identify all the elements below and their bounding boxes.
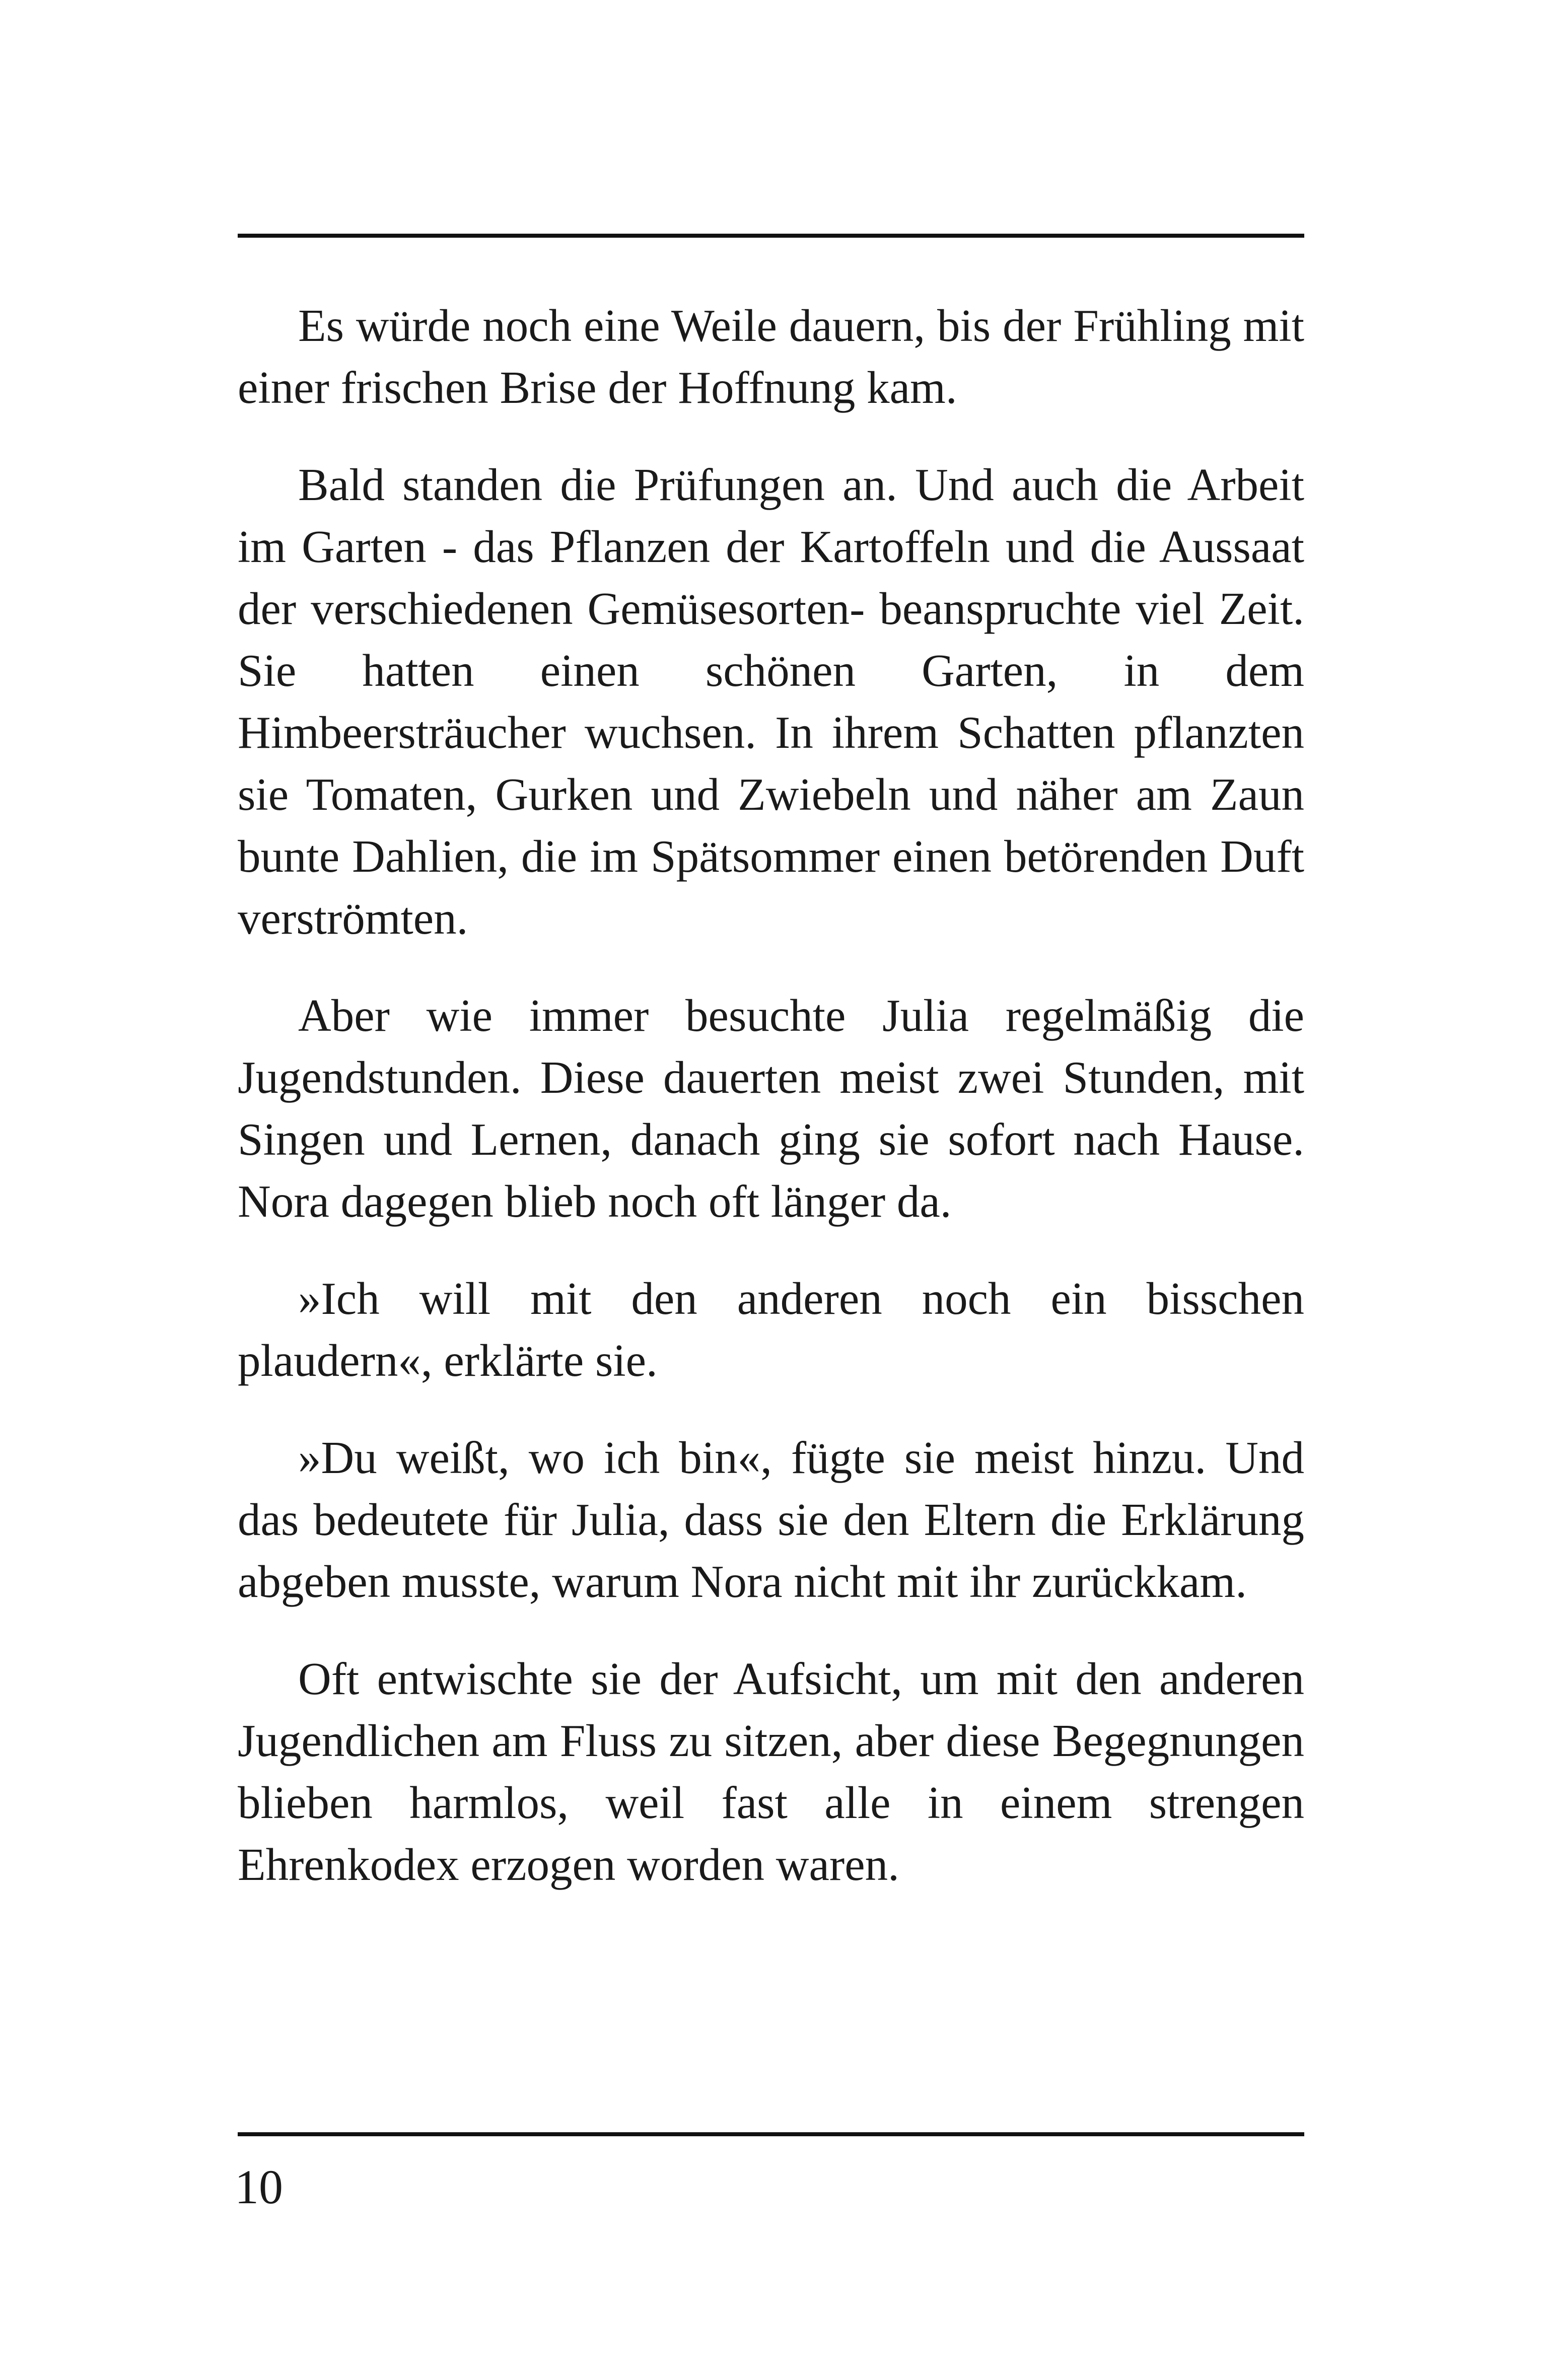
paragraph: Bald standen die Prüfungen an. Und auch die Arbeit im Garten - das Pflanzen der Kartoffeln und die Aussaat der verschiedenen Gemüsesorten- beanspruchte viel Zeit. Sie hatten einen schönen Garten, in dem Himbeersträucher wuchsen. In ihrem Schatten pflanzten sie Tomaten, Gurken und Zwiebeln und näher am Zaun bunte Dahlien, die im Spätsommer einen betörenden Duft verströmten. [238, 459, 1304, 944]
paragraph: Oft entwischte sie der Aufsicht, um mit den anderen Jugendlichen am Fluss zu sitzen, aber diese Begegnungen blieben harmlos, weil fast alle in einem strengen Ehrenkodex erzogen worden waren. [238, 1653, 1304, 1890]
page-number: 10 [235, 2160, 283, 2214]
paragraph: »Ich will mit den anderen noch ein bisschen plaudern«, erklärte sie. [238, 1273, 1304, 1386]
paragraph: »Du weißt, wo ich bin«, fügte sie meist hinzu. Und das bedeutete für Julia, dass sie den Eltern die Erklärung abgeben musste, warum Nora nicht mit ihr zurückkam. [238, 1432, 1304, 1607]
top-rule [238, 234, 1304, 238]
body-text [238, 295, 1304, 1896]
paragraph: Aber wie immer besuchte Julia regelmäßig die Jugendstunden. Diese dauerten meist zwei Stunden, mit Singen und Lernen, danach ging sie sofort nach Hause. Nora dagegen blieb noch oft länger da. [238, 990, 1304, 1227]
paragraph: Es würde noch eine Weile dauern, bis der Frühling mit einer frischen Brise der Hoffnung kam. [238, 300, 1304, 413]
bottom-rule [238, 2132, 1304, 2136]
